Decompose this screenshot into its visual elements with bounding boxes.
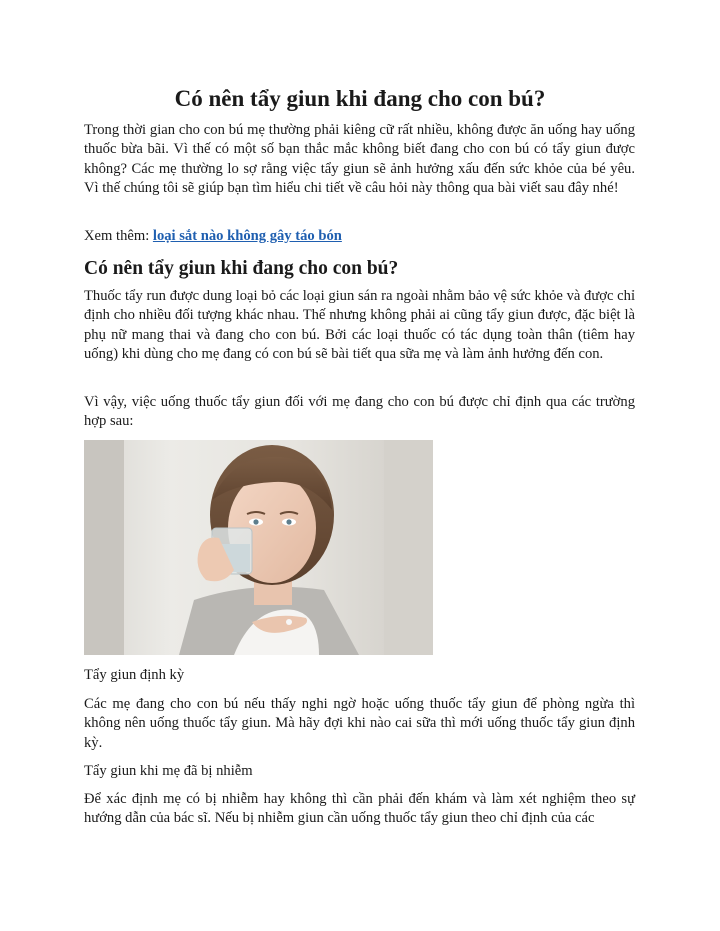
see-also-prefix: Xem thêm: (84, 228, 153, 244)
woman-drinking-water-photo (84, 440, 433, 655)
paragraph-2: Vì vậy, việc uống thuốc tẩy giun đối với mẹ đang cho con bú được chỉ định qua các trường hợp sau: (84, 394, 635, 430)
document-title: Có nên tẩy giun khi đang cho con bú? (174, 86, 546, 111)
paragraph-4: Để xác định mẹ có bị nhiễm hay không thì cần phải đến khám và làm xét nghiệm theo sự hướng dẫn của bác sĩ. Nếu bị nhiễm giun cần uống thuốc tẩy giun theo chỉ định của các (84, 791, 635, 827)
see-also-line (84, 227, 635, 246)
subheading-infected: Tẩy giun khi mẹ đã bị nhiễm (84, 763, 253, 779)
paragraph-3: Các mẹ đang cho con bú nếu thấy nghi ngờ hoặc uống thuốc tẩy giun để phòng ngừa thì không nên uống thuốc tẩy giun. Mà hãy đợi khi nào cai sữa thì mới uống thuốc tẩy giun định kỳ. (84, 696, 635, 751)
section-heading: Có nên tẩy giun khi đang cho con bú? (84, 258, 399, 279)
subheading-periodic: Tẩy giun định kỳ (84, 667, 185, 683)
paragraph-1: Thuốc tẩy run được dung loại bỏ các loại giun sán ra ngoài nhằm bảo vệ sức khỏe và được chỉ định cho nhiều đối tượng khác nhau. Thế nhưng không phải ai cũng tẩy giun được, đặc biệt là phụ nữ mang thai và đang cho con bú. Bởi các loại thuốc có tác dụng toàn thân (tiêm hay uống) khi dùng cho mẹ đang có con bú sẽ bài tiết qua sữa mẹ và làm ảnh hưởng đến con. (84, 288, 635, 363)
see-also-link[interactable]: loại sắt nào không gây táo bón (152, 228, 342, 244)
intro-paragraph: Trong thời gian cho con bú mẹ thường phải kiêng cữ rất nhiều, không được ăn uống hay uống thuốc bừa bãi. Vì thế có một số bạn thắc mắc không biết đang cho con bú có tẩy giun được không? Các mẹ thường lo sợ rằng việc tẩy giun sẽ ảnh hưởng xấu đến sức khỏe của bé yêu. Vì thế chúng tôi sẽ giúp bạn tìm hiểu chi tiết về câu hỏi này thông qua bài viết sau đây nhé! (84, 122, 635, 197)
